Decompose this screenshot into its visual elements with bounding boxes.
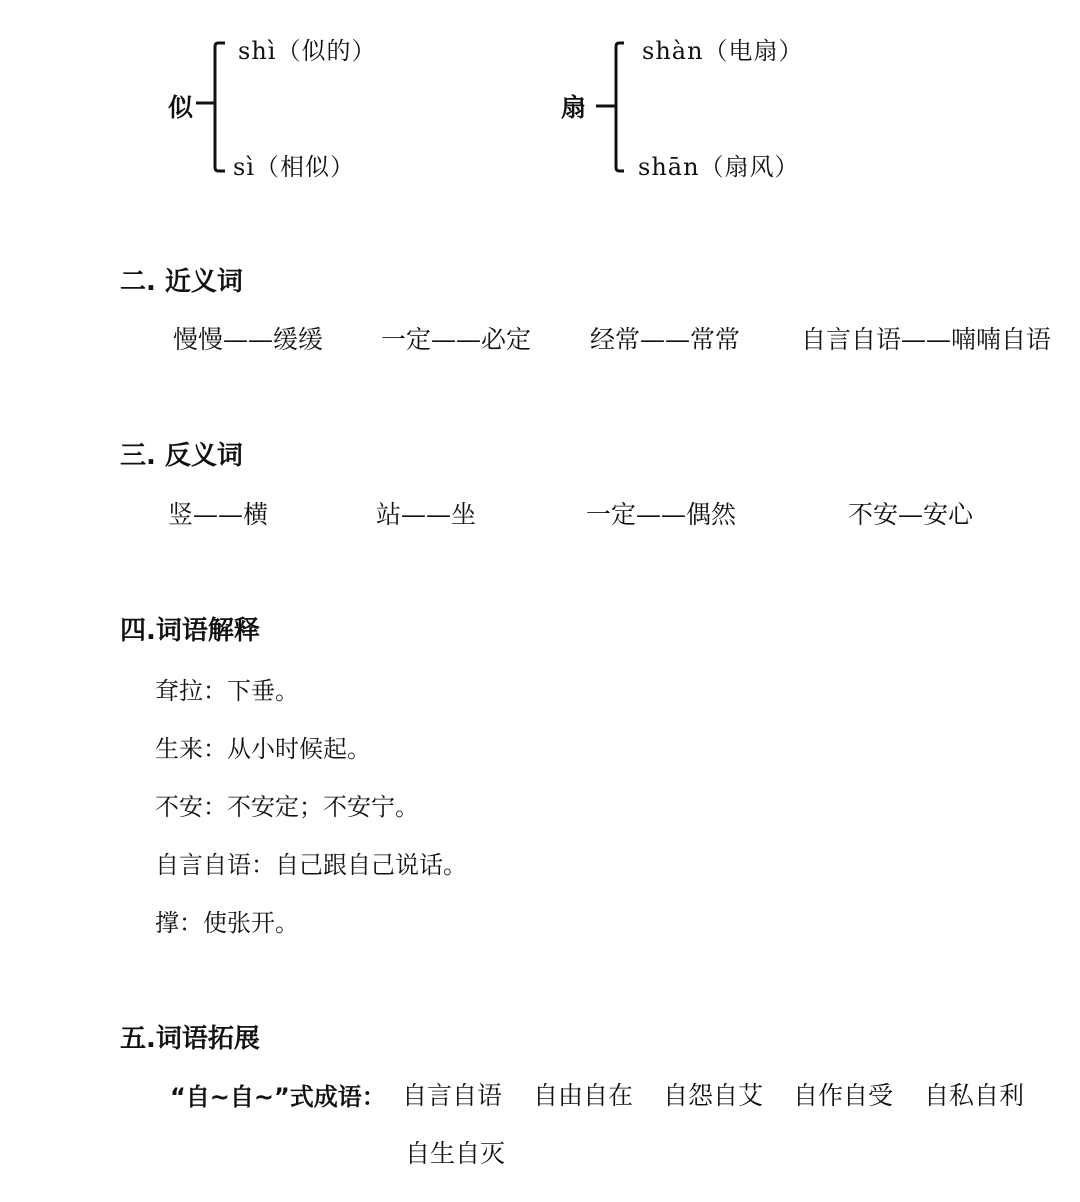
section-heading-expansion: 五.词语拓展 [120, 1024, 260, 1054]
explanation-item: 生来：从小时候起。 [155, 735, 371, 763]
section-heading-antonyms: 三. 反义词 [120, 441, 243, 471]
polyphone-character: 扇 [561, 93, 587, 122]
synonym-pair: 自言自语——喃喃自语 [801, 325, 1052, 354]
polyphone-reading: shān（扇风） [638, 153, 800, 181]
synonym-pair: 一定——必定 [381, 325, 532, 354]
idiom-item: 自由自在 [533, 1081, 634, 1110]
polyphone-character: 似 [168, 93, 194, 122]
polyphone-reading: shì（似的） [238, 37, 377, 65]
section-heading-explanations: 四.词语解释 [120, 616, 260, 646]
idiom-item: 自私自利 [924, 1081, 1025, 1110]
polyphone-reading: shàn（电扇） [642, 37, 804, 65]
synonym-pair: 经常——常常 [590, 325, 741, 354]
synonym-pair: 慢慢——缓缓 [173, 325, 324, 354]
idiom-item: 自作自受 [793, 1081, 894, 1110]
section-heading-synonyms: 二. 近义词 [120, 267, 243, 297]
idiom-item: 自言自语 [402, 1081, 503, 1110]
idiom-pattern-label: “自~自~”式成语： [170, 1083, 386, 1111]
antonym-pair: 竖——横 [168, 500, 269, 529]
explanation-item: 自言自语：自己跟自己说话。 [155, 851, 467, 879]
idiom-item: 自生自灭 [405, 1139, 506, 1168]
antonym-pair: 不安—安心 [848, 500, 974, 529]
explanation-item: 耷拉：下垂。 [155, 677, 299, 705]
brace-icon [592, 40, 632, 174]
explanation-item: 不安：不安定；不安宁。 [155, 793, 419, 821]
polyphone-reading: sì（相似） [233, 153, 355, 181]
antonym-pair: 站——坐 [376, 500, 477, 529]
brace-icon [192, 40, 232, 174]
idiom-item: 自怨自艾 [663, 1081, 764, 1110]
antonym-pair: 一定——偶然 [586, 500, 737, 529]
explanation-item: 撑：使张开。 [155, 909, 299, 937]
